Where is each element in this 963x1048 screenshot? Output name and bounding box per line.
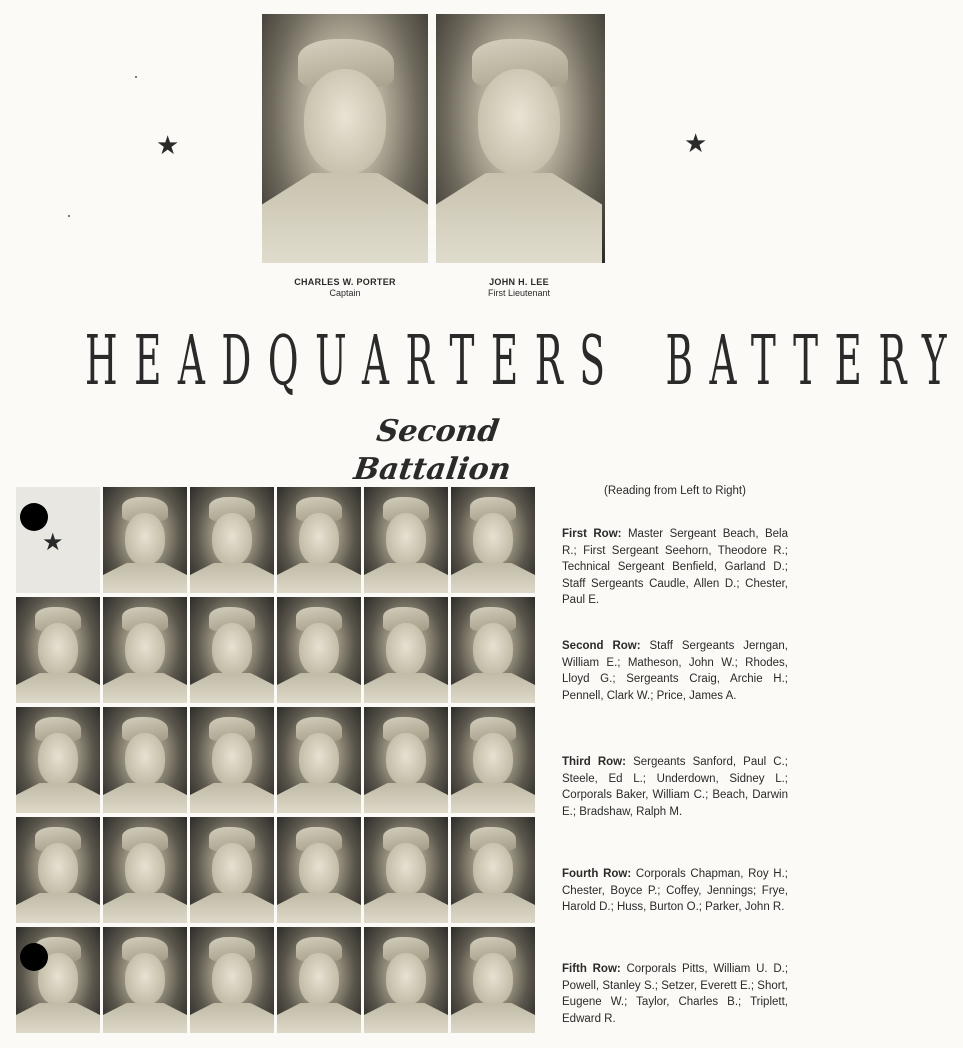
soldier-portrait — [190, 487, 274, 593]
soldier-portrait — [103, 707, 187, 813]
face — [304, 69, 386, 174]
portrait-grid — [16, 487, 536, 1037]
title-word-headquarters: HEADQUARTERS — [85, 322, 622, 401]
uniform-shirt — [436, 173, 602, 263]
officer-portrait-porter — [262, 14, 428, 263]
soldier-portrait — [451, 927, 535, 1033]
officer-portrait-lee — [436, 14, 605, 263]
officer-rank: Captain — [329, 288, 361, 298]
soldier-portrait — [277, 597, 361, 703]
soldier-portrait — [451, 487, 535, 593]
reading-note: (Reading from Left to Right) — [604, 485, 746, 497]
row-names: Sergeants Sanford, Paul C.; Steele, Ed L.; Underdown, Sidney L.; Corporals Baker, William C.; Beach, Darwin E.; Bradshaw, Ralph M. — [562, 756, 788, 818]
star-icon: ★ — [156, 131, 180, 161]
roster-row-second — [562, 638, 788, 704]
row-names: Master Sergeant Beach, Bela R.; First Sergeant Seehorn, Theodore R.; Technical Sergeant Benfield, Garland D.; Staff Sergeants Caudle, Allen D.; Chester, Paul E. — [562, 528, 788, 606]
soldier-portrait — [451, 707, 535, 813]
soldier-portrait — [277, 927, 361, 1033]
star-icon: ★ — [42, 528, 64, 556]
soldier-portrait — [364, 707, 448, 813]
uniform-shirt — [262, 173, 428, 263]
row-label: Fourth Row: — [562, 868, 632, 880]
soldier-portrait — [364, 487, 448, 593]
roster-row-first — [562, 526, 788, 609]
soldier-portrait — [277, 487, 361, 593]
soldier-portrait — [190, 707, 274, 813]
soldier-portrait — [103, 487, 187, 593]
soldier-portrait — [16, 817, 100, 923]
soldier-portrait — [190, 927, 274, 1033]
roster-text — [562, 483, 789, 1025]
soldier-portrait — [16, 707, 100, 813]
soldier-portrait — [277, 817, 361, 923]
officer-rank: First Lieutenant — [487, 288, 551, 298]
punch-hole — [20, 943, 48, 971]
soldier-portrait — [364, 597, 448, 703]
row-names: Corporals Chapman, Roy H.; Chester, Boyce P.; Coffey, Jennings; Frye, Harold D.; Huss, Burton O.; Parker, John R. — [562, 868, 788, 913]
soldier-portrait — [277, 707, 361, 813]
soldier-portrait — [364, 927, 448, 1033]
soldier-portrait — [451, 817, 535, 923]
paper-speck — [135, 76, 137, 78]
row-label: Third Row: — [562, 756, 626, 768]
page-subtitle: Second Battalion — [351, 414, 514, 487]
star-icon: ★ — [684, 129, 708, 159]
row-label: First Row: — [562, 528, 622, 540]
soldier-portrait — [103, 817, 187, 923]
soldier-portrait — [451, 597, 535, 703]
row-names: Corporals Pitts, William U. D.; Powell, Stanley S.; Setzer, Everett E.; Short, Eugene W.; Taylor, Charles B.; Triplett, Edward R. — [562, 963, 789, 1025]
roster-row-third — [562, 754, 788, 820]
officer-name: JOHN H. LEE — [489, 277, 549, 287]
officer-caption-lee — [434, 277, 604, 299]
soldier-portrait — [190, 817, 274, 923]
officer-caption-porter — [260, 277, 430, 299]
roster-row-fifth — [562, 961, 788, 1027]
punch-hole — [20, 503, 48, 531]
face — [478, 69, 560, 174]
paper-speck — [68, 215, 70, 217]
soldier-portrait — [364, 817, 448, 923]
soldier-portrait — [103, 927, 187, 1033]
soldier-portrait — [103, 597, 187, 703]
row-names: Staff Sergeants Jerngan, William E.; Matheson, John W.; Rhodes, Lloyd G.; Sergeants Craig, Archie H.; Pennell, Clark W.; Price, James A. — [562, 640, 788, 702]
soldier-portrait — [16, 597, 100, 703]
roster-row-fourth — [562, 866, 788, 916]
officer-name: CHARLES W. PORTER — [294, 277, 396, 287]
page-title — [85, 322, 963, 402]
title-word-battery: BATTERY — [665, 322, 963, 401]
row-label: Second Row: — [562, 640, 641, 652]
soldier-portrait — [190, 597, 274, 703]
row-label: Fifth Row: — [562, 963, 621, 975]
